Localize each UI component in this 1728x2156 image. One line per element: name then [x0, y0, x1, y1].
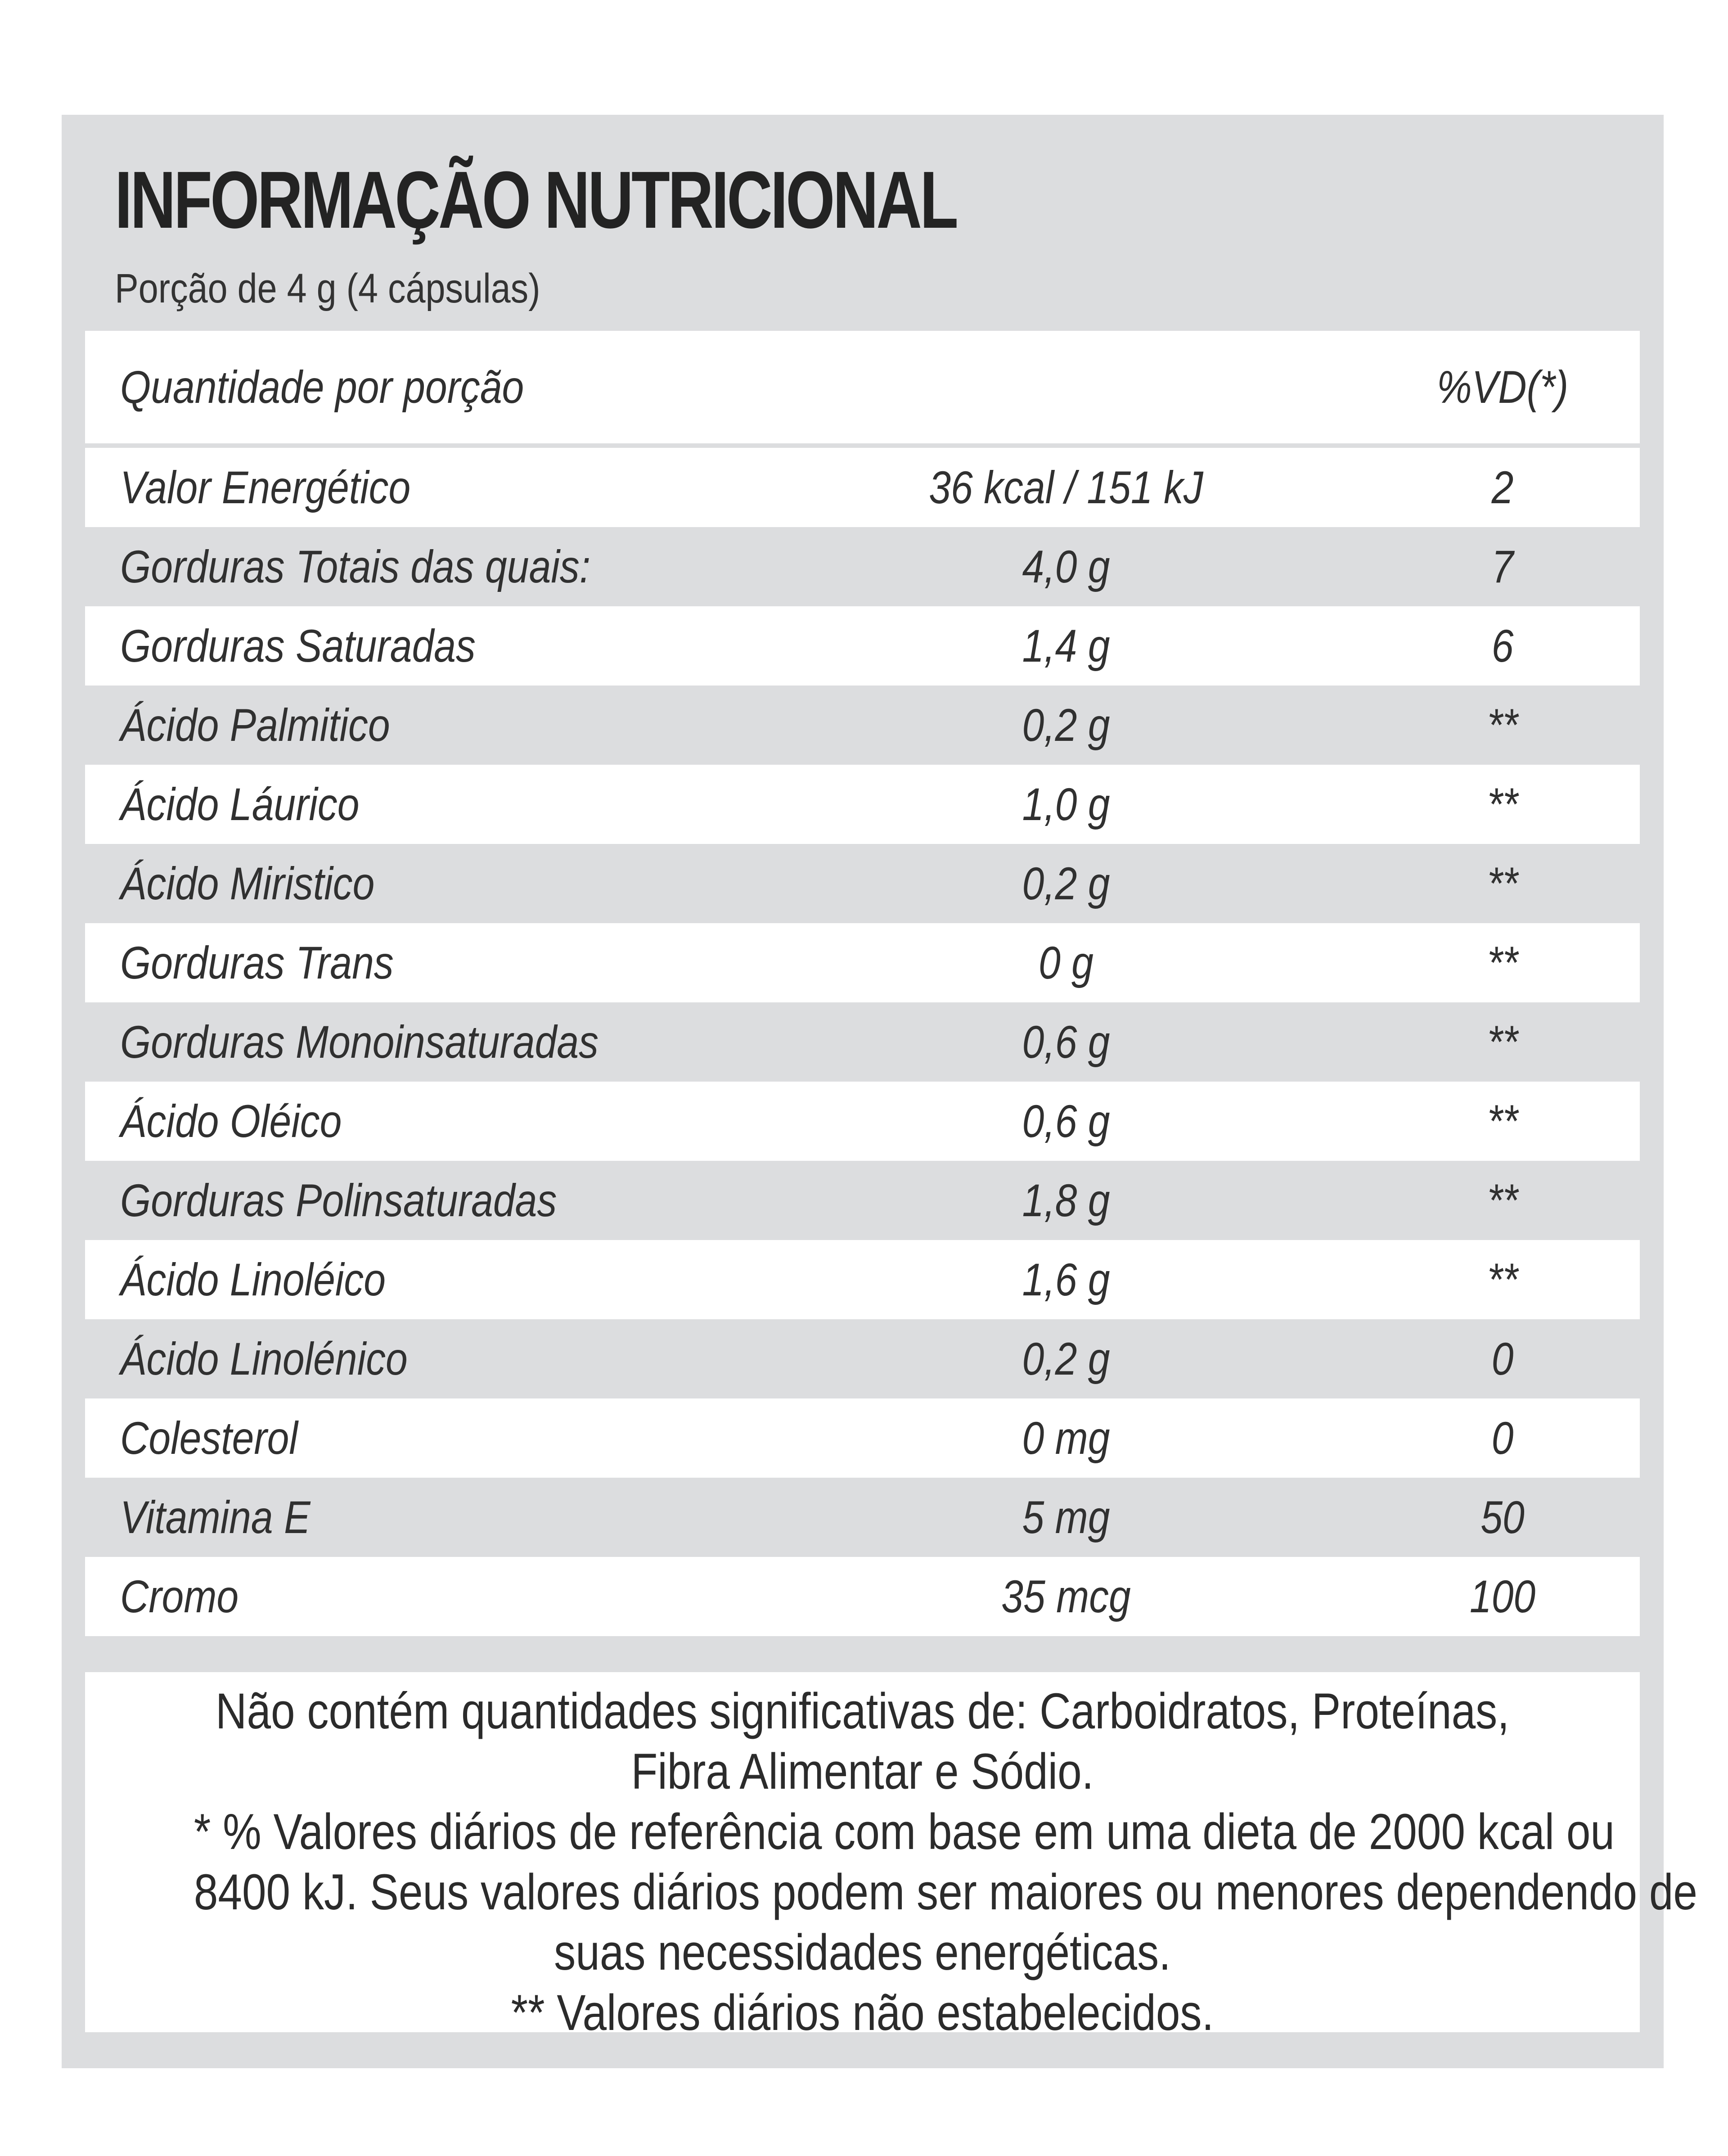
nutrient-amount: 0,2 g: [1022, 699, 1110, 751]
nutrient-amount: 0,2 g: [1022, 1333, 1110, 1385]
nutrient-name: Gorduras Trans: [120, 937, 394, 988]
table-row: [85, 844, 1640, 923]
nutrition-label-panel: [62, 115, 1697, 2068]
nutrient-name: Ácido Miristico: [120, 858, 375, 909]
nutrient-name: Ácido Palmitico: [120, 699, 390, 751]
nutrient-vd: 7: [1491, 541, 1514, 592]
nutrient-amount: 0,6 g: [1022, 1016, 1110, 1068]
table-row: [85, 1002, 1640, 1082]
table-row: [85, 1478, 1640, 1557]
table-row: [85, 606, 1640, 686]
nutrient-amount: 5 mg: [1022, 1492, 1110, 1543]
nutrient-vd: 0: [1491, 1333, 1514, 1385]
table-row: [85, 1398, 1640, 1478]
nutrient-amount: 1,0 g: [1022, 779, 1110, 830]
nutrient-name: Ácido Linoléico: [120, 1254, 386, 1305]
serving-size: Porção de 4 g (4 cápsulas): [115, 266, 540, 311]
table-row: [85, 1161, 1640, 1240]
nutrient-name: Ácido Oléico: [120, 1096, 342, 1147]
nutrient-vd: 2: [1491, 462, 1514, 513]
nutrient-vd: **: [1487, 1016, 1518, 1068]
table-row: [85, 1240, 1640, 1319]
nutrient-vd: **: [1487, 1096, 1518, 1147]
table-row: [85, 1082, 1640, 1161]
nutrient-amount: 1,4 g: [1022, 620, 1110, 672]
table-body: [85, 448, 1640, 1636]
footnote-line: Fibra Alimentar e Sódio.: [631, 1743, 1094, 1800]
nutrient-amount: 0 g: [1039, 937, 1094, 988]
label-title: INFORMAÇÃO NUTRICIONAL: [115, 155, 957, 245]
nutrient-vd: 6: [1491, 620, 1514, 672]
nutrient-amount: 35 mcg: [1001, 1571, 1131, 1622]
nutrient-vd: 100: [1469, 1571, 1536, 1622]
nutrient-amount: 0,2 g: [1022, 858, 1110, 909]
nutrient-amount: 1,8 g: [1022, 1175, 1110, 1226]
nutrient-name: Gorduras Monoinsaturadas: [120, 1016, 598, 1068]
nutrient-vd: **: [1487, 779, 1518, 830]
table-row: [85, 448, 1640, 527]
nutrient-name: Vitamina E: [120, 1492, 310, 1543]
footnote-line: Não contém quantidades significativas de: Carboidratos, Proteínas,: [215, 1683, 1510, 1739]
table-row: [85, 686, 1640, 765]
nutrient-vd: **: [1487, 1254, 1518, 1305]
footnote-line: * % Valores diários de referência com base em uma dieta de 2000 kcal ou: [194, 1804, 1615, 1860]
header-divider: [85, 443, 1640, 448]
table-row: [85, 1557, 1640, 1636]
nutrient-amount: 1,6 g: [1022, 1254, 1110, 1305]
nutrient-name: Gorduras Saturadas: [120, 620, 476, 672]
nutrition-table: [85, 331, 1640, 1636]
header-quantity-label: Quantidade por porção: [120, 361, 524, 413]
table-row: [85, 1319, 1640, 1398]
nutrient-amount: 4,0 g: [1022, 541, 1110, 592]
nutrient-amount: 0,6 g: [1022, 1096, 1110, 1147]
nutrient-name: Valor Energético: [120, 462, 411, 513]
footnote-line: ** Valores diários não estabelecidos.: [511, 1985, 1214, 2041]
nutrient-name: Colesterol: [120, 1412, 298, 1464]
nutrient-amount: 0 mg: [1022, 1412, 1110, 1464]
nutrient-name: Gorduras Totais das quais:: [120, 541, 591, 592]
header-vd-label: %VD(*): [1436, 361, 1569, 413]
nutrient-name: Ácido Linolénico: [120, 1333, 408, 1385]
nutrient-name: Gorduras Polinsaturadas: [120, 1175, 557, 1226]
table-row: [85, 765, 1640, 844]
nutrient-vd: **: [1487, 1175, 1518, 1226]
nutrient-vd: **: [1487, 699, 1518, 751]
footnote-line: suas necessidades energéticas.: [554, 1924, 1171, 1980]
nutrient-amount: 36 kcal / 151 kJ: [929, 462, 1203, 513]
nutrient-vd: 0: [1491, 1412, 1514, 1464]
footnote-text: [194, 1681, 1697, 2043]
nutrient-vd: 50: [1480, 1492, 1525, 1543]
nutrient-vd: **: [1487, 937, 1518, 988]
table-header-row: [85, 331, 1640, 443]
table-row: [85, 923, 1640, 1002]
nutrient-vd: **: [1487, 858, 1518, 909]
table-row: [85, 527, 1640, 606]
nutrient-name: Ácido Láurico: [120, 779, 360, 830]
footnotes: [85, 1672, 1697, 2041]
nutrient-name: Cromo: [120, 1571, 239, 1622]
footnote-line: 8400 kJ. Seus valores diários podem ser maiores ou menores dependendo de: [194, 1864, 1697, 1920]
